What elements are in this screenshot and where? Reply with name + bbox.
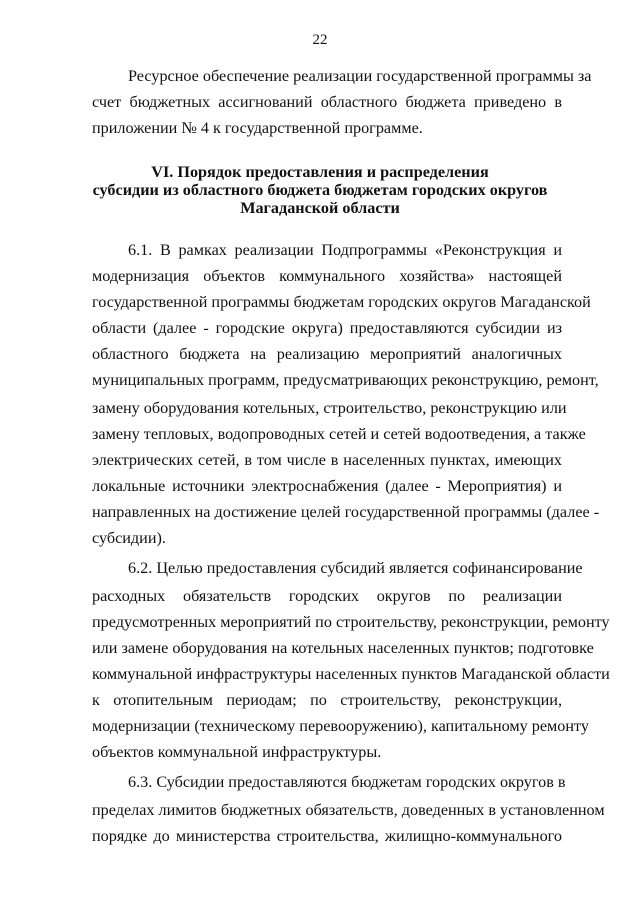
paragraph-6-1-line: локальные источники электроснабжения (далее - Мероприятия) и	[92, 477, 562, 495]
paragraph-6-3-line: порядке до министерства строительства, жилищно-коммунального	[92, 827, 562, 845]
paragraph-6-1-line: замену тепловых, водопроводных сетей и сетей водоотведения, а также	[92, 425, 586, 443]
intro-line: приложении № 4 к государственной программе.	[92, 119, 423, 137]
paragraph-6-2-line: расходных обязательств городских округов по реализации	[92, 587, 562, 605]
paragraph-6-2-line: к отопительным периодам; по строительству, реконструкции,	[92, 691, 562, 709]
intro-line: Ресурсное обеспечение реализации государственной программы за	[128, 67, 592, 85]
paragraph-6-2-line: 6.2. Целью предоставления субсидий является софинансирование	[128, 559, 583, 577]
paragraph-6-2-line: объектов коммунальной инфраструктуры.	[92, 743, 382, 761]
paragraph-6-2-line: или замене оборудования на котельных населенных пунктов; подготовке	[92, 639, 594, 657]
intro-line: счет бюджетных ассигнований областного бюджета приведено в	[92, 93, 562, 111]
paragraph-6-1-line: электрических сетей, в том числе в населенных пунктах, имеющих	[92, 451, 562, 469]
paragraph-6-1-line: замену оборудования котельных, строительство, реконструкцию или	[92, 399, 567, 417]
paragraph-6-3-line: 6.3. Субсидии предоставляются бюджетам городских округов в	[128, 773, 566, 791]
section-heading-line: VI. Порядок предоставления и распределения	[151, 163, 489, 181]
paragraph-6-1-line: субсидии).	[92, 529, 166, 547]
paragraph-6-2-line: модернизации (техническому перевооружению), капитальному ремонту	[92, 717, 590, 735]
section-heading-line: субсидии из областного бюджета бюджетам городских округов	[92, 181, 548, 199]
paragraph-6-2-line: предусмотренных мероприятий по строительству, реконструкции, ремонту	[92, 613, 610, 631]
paragraph-6-1-line: модернизация объектов коммунального хозяйства» настоящей	[92, 267, 562, 285]
paragraph-6-2-line: коммунальной инфраструктуры населенных пунктов Магаданской области	[92, 665, 610, 683]
paragraph-6-1-line: государственной программы бюджетам городских округов Магаданской	[92, 293, 591, 311]
section-heading-line: Магаданской области	[240, 199, 400, 217]
paragraph-6-1-line: муниципальных программ, предусматривающих реконструкцию, ремонт,	[92, 371, 599, 389]
paragraph-6-1-line: области (далее - городские округа) предоставляются субсидии из	[92, 319, 562, 337]
page-number: 22	[312, 32, 328, 48]
paragraph-6-3-line: пределах лимитов бюджетных обязательств, доведенных в установленном	[92, 801, 605, 819]
paragraph-6-1-line: областного бюджета на реализацию мероприятий аналогичных	[92, 345, 562, 363]
paragraph-6-1-line: 6.1. В рамках реализации Подпрограммы «Реконструкция и	[128, 241, 562, 259]
paragraph-6-1-line: направленных на достижение целей государственной программы (далее -	[92, 503, 600, 521]
